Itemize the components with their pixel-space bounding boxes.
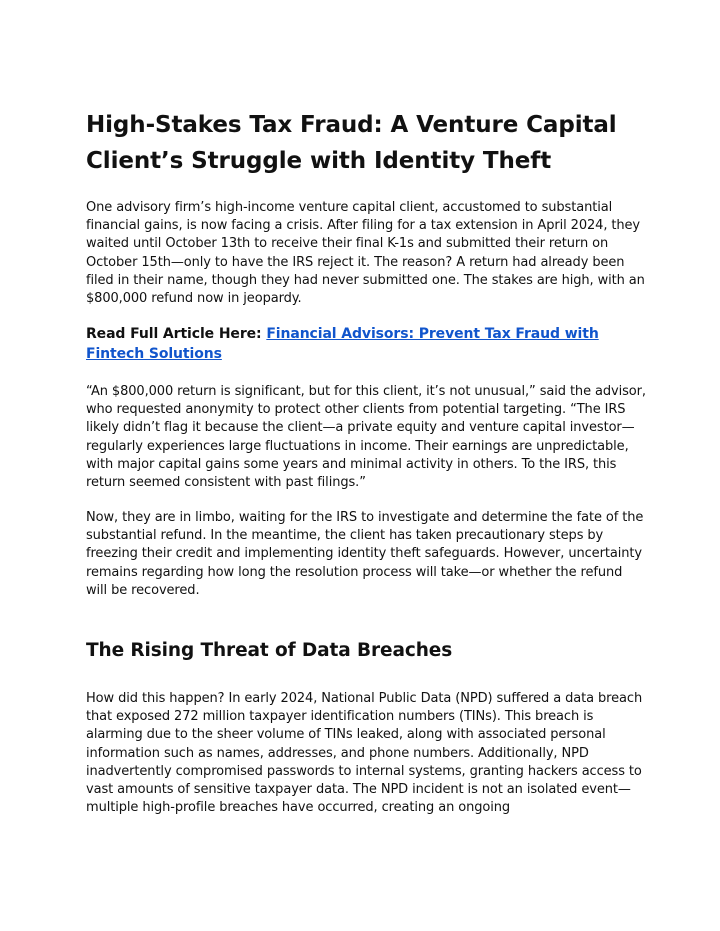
intro-paragraph: One advisory firm’s high-income venture capital client, accustomed to substantial financial gains, is now facing a crisis. After filing for a tax extension in April 2024, they waited until October 13th to receive their final K-1s and submitted their return on October 15th—only to have the IRS reject it. The reason? A return had already been filed in their name, though they had never submitted one. The stakes are high, with an $800,000 refund now in jeopardy. <box>86 200 645 307</box>
quote-paragraph: “An $800,000 return is significant, but for this client, it’s not unusual,” said the advisor, who requested anonymity to protect other clients from potential targeting. “The IRS likely didn’t flag it because the client—a private equity and venture capital investor—regularly experiences large fluctuations in income. Their earnings are unpredictable, with major capital gains some years and minimal activity in others. To the IRS, this return seemed consistent with past filings.” <box>86 384 646 491</box>
breach-paragraph: How did this happen? In early 2024, National Public Data (NPD) suffered a data breach that exposed 272 million taxpayer identification numbers (TINs). This breach is alarming due to the sheer volume of TINs leaked, along with associated personal information such as names, addresses, and phone numbers. Additionally, NPD inadvertently compromised passwords to internal systems, granting hackers access to vast amounts of sensitive taxpayer data. The NPD incident is not an isolated event—multiple high-profile breaches have occurred, creating an ongoing <box>86 691 643 816</box>
read-more-line <box>86 324 646 364</box>
article-title: High-Stakes Tax Fraud: A Venture Capital Client’s Struggle with Identity Theft <box>86 112 617 174</box>
read-more-label: Read Full Article Here: <box>86 326 267 342</box>
section-heading: The Rising Threat of Data Breaches <box>86 640 453 661</box>
read-more-link[interactable]: Financial Advisors: Prevent Tax Fraud with Fintech Solutions <box>86 326 599 362</box>
limbo-paragraph: Now, they are in limbo, waiting for the IRS to investigate and determine the fate of the substantial refund. In the meantime, the client has taken precautionary steps by freezing their credit and implementing identity theft safeguards. However, uncertainty remains regarding how long the resolution process will take—or whether the refund will be recovered. <box>86 510 644 598</box>
